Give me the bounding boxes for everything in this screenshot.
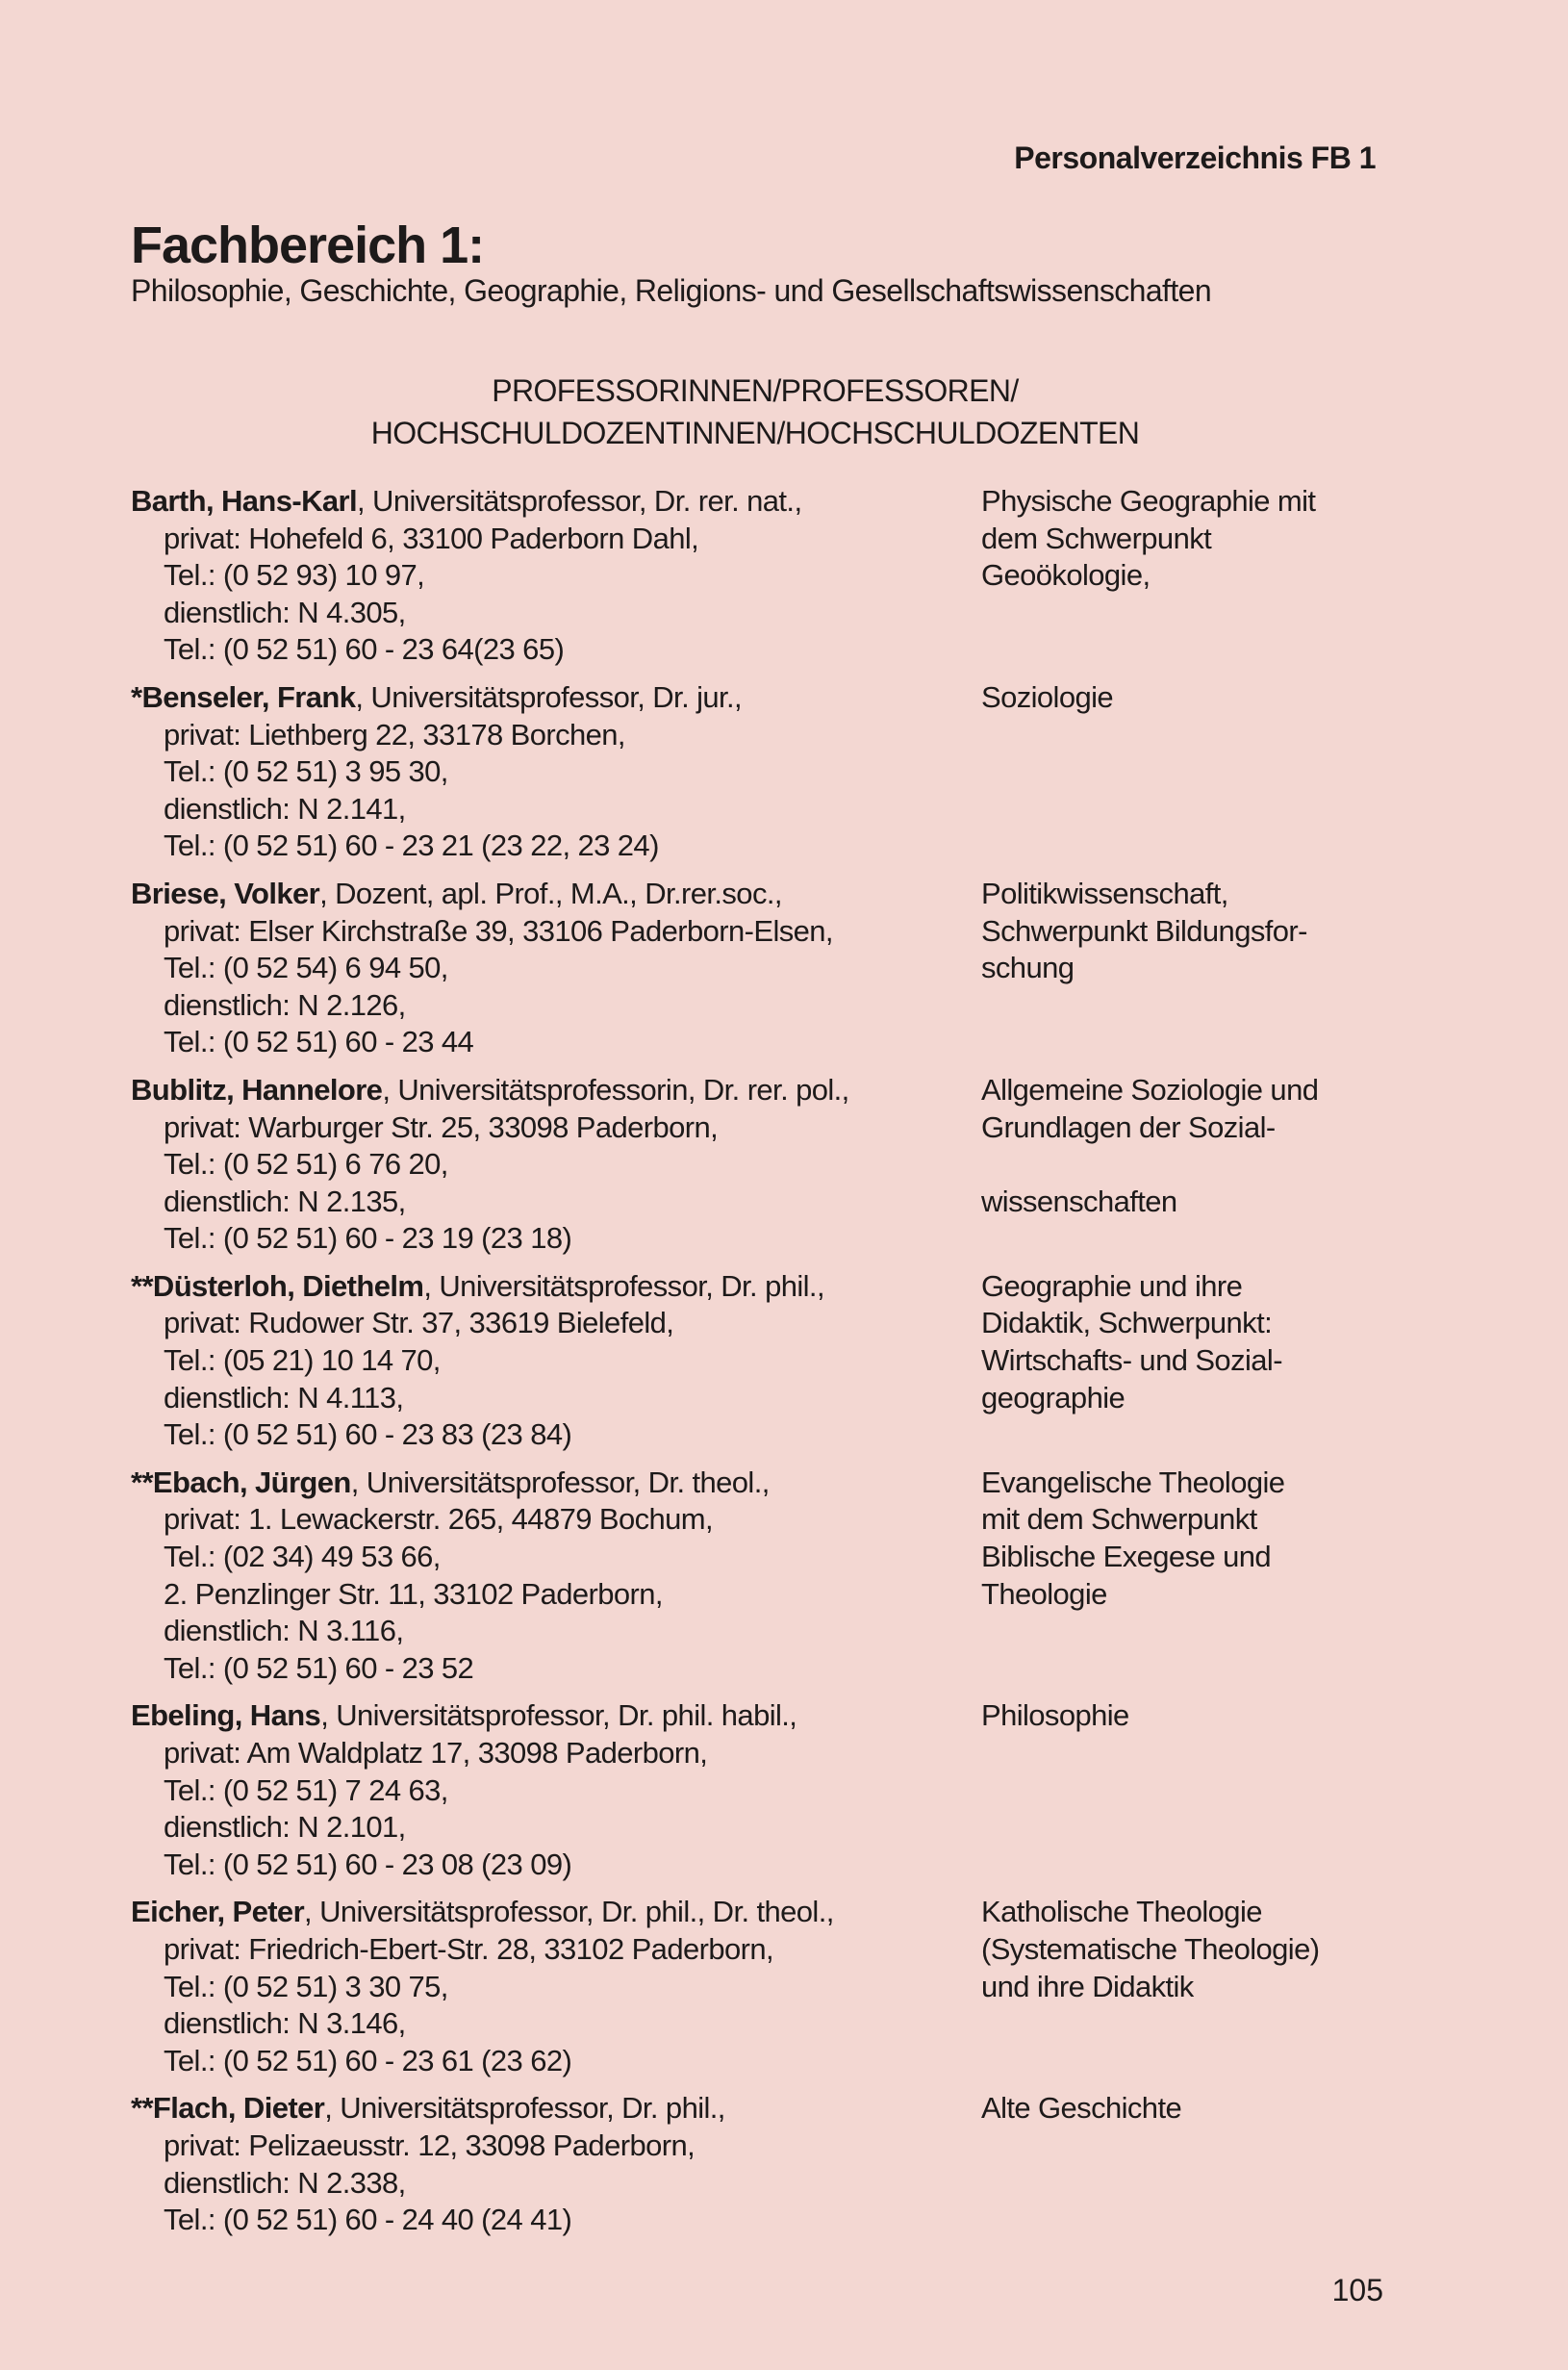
staff-name: Bublitz, Hannelore xyxy=(131,1072,383,1107)
page-number: 105 xyxy=(1331,2273,1383,2307)
staff-field-line: Grundlagen der Sozial- xyxy=(981,1109,1276,1144)
staff-contact-line: privat: Elser Kirchstraße 39, 33106 Paderborn-Elsen, xyxy=(164,913,833,948)
staff-entry xyxy=(131,1894,1381,2079)
staff-field xyxy=(981,483,1385,595)
staff-entry-heading xyxy=(131,679,977,717)
staff-title: , Universitätsprofessor, Dr. phil. habil., xyxy=(320,1698,797,1733)
staff-entry-details xyxy=(131,2090,977,2238)
staff-entry-heading xyxy=(131,1465,977,1502)
staff-title: , Universitätsprofessor, Dr. theol., xyxy=(350,1465,770,1499)
staff-title: , Universitätsprofessor, Dr. phil., xyxy=(324,2091,725,2126)
page-title: Fachbereich 1: xyxy=(131,217,485,274)
staff-entry-heading xyxy=(131,2090,977,2128)
staff-entry-details xyxy=(131,1072,977,1258)
staff-field-line: (Systematische Theologie) xyxy=(981,1931,1320,1966)
staff-entry-heading xyxy=(131,1268,977,1306)
staff-field-line: Evangelische Theologie xyxy=(981,1465,1285,1499)
staff-name: Ebeling, Hans xyxy=(131,1698,321,1733)
staff-contact-line: dienstlich: N 4.113, xyxy=(164,1380,404,1414)
staff-entry-details xyxy=(131,1268,977,1454)
staff-entry-details xyxy=(131,1465,977,1688)
staff-entry-details xyxy=(131,1894,977,2079)
staff-name: Barth, Hans-Karl xyxy=(131,484,358,518)
staff-contact-line: Tel.: (0 52 51) 6 76 20, xyxy=(164,1147,448,1182)
staff-entry xyxy=(131,1465,1381,1688)
staff-field-line: Politikwissenschaft, xyxy=(981,876,1228,910)
staff-contact-line: Tel.: (0 52 51) 3 30 75, xyxy=(164,1969,448,2003)
staff-contact-line: Tel.: (0 52 51) 60 - 23 21 (23 22, 23 24) xyxy=(164,828,659,863)
staff-title: , Universitätsprofessor, Dr. jur., xyxy=(355,679,743,714)
staff-contact-line: Tel.: (0 52 51) 3 95 30, xyxy=(164,754,448,789)
staff-entry-details xyxy=(131,483,977,669)
staff-entry-details xyxy=(131,1697,977,1883)
staff-field xyxy=(981,1268,1385,1416)
staff-contact-line: Tel.: (0 52 51) 60 - 23 08 (23 09) xyxy=(164,1847,572,1881)
staff-field xyxy=(981,679,1385,717)
staff-name: Eicher, Peter xyxy=(131,1895,305,1929)
staff-contact-line: 2. Penzlinger Str. 11, 33102 Paderborn, xyxy=(164,1576,663,1611)
staff-contact-line: privat: Liethberg 22, 33178 Borchen, xyxy=(164,717,625,752)
staff-entry xyxy=(131,483,1381,669)
staff-contact-line: Tel.: (0 52 51) 60 - 23 52 xyxy=(164,1650,474,1685)
staff-field-line: Allgemeine Soziologie und xyxy=(981,1072,1319,1107)
staff-contact-line: Tel.: (0 52 51) 60 - 23 64(23 65) xyxy=(164,632,565,667)
staff-contact-line: privat: Pelizaeusstr. 12, 33098 Paderborn, xyxy=(164,2128,695,2162)
staff-field-line: Philosophie xyxy=(981,1698,1129,1733)
staff-entry xyxy=(131,1072,1381,1258)
staff-field-line: Biblische Exegese und xyxy=(981,1540,1272,1574)
staff-entry xyxy=(131,679,1381,865)
staff-entry xyxy=(131,1697,1381,1883)
staff-field-line: Wirtschafts- und Sozial- xyxy=(981,1343,1282,1378)
staff-field-line: schung xyxy=(981,951,1075,985)
staff-contact-line: dienstlich: N 2.338, xyxy=(164,2165,406,2200)
staff-field-line: Physische Geographie mit xyxy=(981,484,1316,518)
staff-contact-line: privat: Rudower Str. 37, 33619 Bielefeld, xyxy=(164,1306,674,1340)
staff-contact-line: dienstlich: N 4.305, xyxy=(164,595,406,629)
staff-entry-details xyxy=(131,876,977,1061)
staff-entry xyxy=(131,1268,1381,1454)
staff-field-line: Theologie xyxy=(981,1576,1107,1611)
staff-contact-line: Tel.: (05 21) 10 14 70, xyxy=(164,1343,441,1378)
staff-field xyxy=(981,1072,1385,1220)
staff-contact-line: dienstlich: N 2.126, xyxy=(164,987,406,1022)
staff-contact-line: dienstlich: N 2.135, xyxy=(164,1184,406,1218)
page-subtitle: Philosophie, Geschichte, Geographie, Religions- und Gesellschaftswissenschaften xyxy=(131,273,1212,308)
staff-contact-line: privat: 1. Lewackerstr. 265, 44879 Bochum, xyxy=(164,1502,714,1537)
staff-field-line: dem Schwerpunkt xyxy=(981,521,1212,555)
staff-field xyxy=(981,1465,1385,1613)
staff-field-line: Alte Geschichte xyxy=(981,2091,1182,2126)
staff-contact-line: privat: Warburger Str. 25, 33098 Paderborn, xyxy=(164,1109,719,1144)
staff-field-line: und ihre Didaktik xyxy=(981,1969,1194,2003)
staff-contact-line: privat: Hohefeld 6, 33100 Paderborn Dahl, xyxy=(164,521,699,555)
staff-entry xyxy=(131,2090,1381,2238)
staff-field-line: geographie xyxy=(981,1380,1125,1414)
staff-contact-line: Tel.: (02 34) 49 53 66, xyxy=(164,1540,441,1574)
staff-field-line: wissenschaften xyxy=(981,1184,1177,1218)
staff-entry-heading xyxy=(131,483,977,521)
staff-contact-line: Tel.: (0 52 51) 60 - 23 44 xyxy=(164,1025,474,1059)
staff-contact-line: dienstlich: N 2.101, xyxy=(164,1810,406,1845)
staff-field-line: Soziologie xyxy=(981,679,1114,714)
staff-field xyxy=(981,1697,1385,1735)
staff-entry-details xyxy=(131,679,977,865)
staff-contact-line: privat: Friedrich-Ebert-Str. 28, 33102 Paderborn, xyxy=(164,1931,773,1966)
staff-entry xyxy=(131,876,1381,1061)
staff-contact-line: dienstlich: N 2.141, xyxy=(164,791,406,826)
staff-title: , Dozent, apl. Prof., M.A., Dr.rer.soc., xyxy=(319,876,782,910)
staff-entry-heading xyxy=(131,876,977,913)
staff-name: **Düsterloh, Diethelm xyxy=(131,1268,424,1303)
section-heading-line-1: PROFESSORINNEN/PROFESSOREN/ xyxy=(492,373,1019,408)
staff-name: Briese, Volker xyxy=(131,876,320,910)
section-heading xyxy=(0,370,1510,454)
staff-name: **Ebach, Jürgen xyxy=(131,1465,351,1499)
staff-contact-line: Tel.: (0 52 51) 60 - 23 83 (23 84) xyxy=(164,1417,572,1452)
staff-field xyxy=(981,2090,1385,2128)
staff-contact-line: dienstlich: N 3.116, xyxy=(164,1614,404,1648)
staff-entry-heading xyxy=(131,1894,977,1931)
staff-field-line: Didaktik, Schwerpunkt: xyxy=(981,1306,1273,1340)
staff-field xyxy=(981,876,1385,987)
staff-contact-line: Tel.: (0 52 93) 10 97, xyxy=(164,558,425,593)
staff-name: **Flach, Dieter xyxy=(131,2091,325,2126)
staff-field-line: Geographie und ihre xyxy=(981,1268,1243,1303)
staff-name: *Benseler, Frank xyxy=(131,679,356,714)
staff-field-line: Katholische Theologie xyxy=(981,1895,1262,1929)
staff-contact-line: Tel.: (0 52 51) 60 - 23 61 (23 62) xyxy=(164,2043,572,2077)
staff-contact-line: Tel.: (0 52 51) 60 - 23 19 (23 18) xyxy=(164,1221,572,1256)
staff-contact-line: Tel.: (0 52 51) 7 24 63, xyxy=(164,1772,448,1807)
staff-title: , Universitätsprofessor, Dr. phil., Dr. theol., xyxy=(304,1895,834,1929)
staff-field xyxy=(981,1894,1385,2005)
staff-title: , Universitätsprofessorin, Dr. rer. pol., xyxy=(382,1072,849,1107)
staff-field-line: Geoökologie, xyxy=(981,558,1151,593)
staff-title: , Universitätsprofessor, Dr. rer. nat., xyxy=(357,484,802,518)
staff-contact-line: Tel.: (0 52 54) 6 94 50, xyxy=(164,951,448,985)
staff-contact-line: Tel.: (0 52 51) 60 - 24 40 (24 41) xyxy=(164,2203,572,2237)
staff-contact-line: privat: Am Waldplatz 17, 33098 Paderborn, xyxy=(164,1736,708,1770)
staff-entry-heading xyxy=(131,1072,977,1109)
staff-field-line: Schwerpunkt Bildungsfor- xyxy=(981,913,1307,948)
section-heading-line-2: HOCHSCHULDOZENTINNEN/HOCHSCHULDOZENTEN xyxy=(370,416,1140,450)
staff-title: , Universitätsprofessor, Dr. phil., xyxy=(423,1268,824,1303)
staff-entry-heading xyxy=(131,1697,977,1735)
staff-field-line: mit dem Schwerpunkt xyxy=(981,1502,1257,1537)
staff-list xyxy=(131,483,1381,2250)
running-title: Personalverzeichnis FB 1 xyxy=(1014,140,1376,175)
staff-contact-line: dienstlich: N 3.146, xyxy=(164,2006,406,2041)
